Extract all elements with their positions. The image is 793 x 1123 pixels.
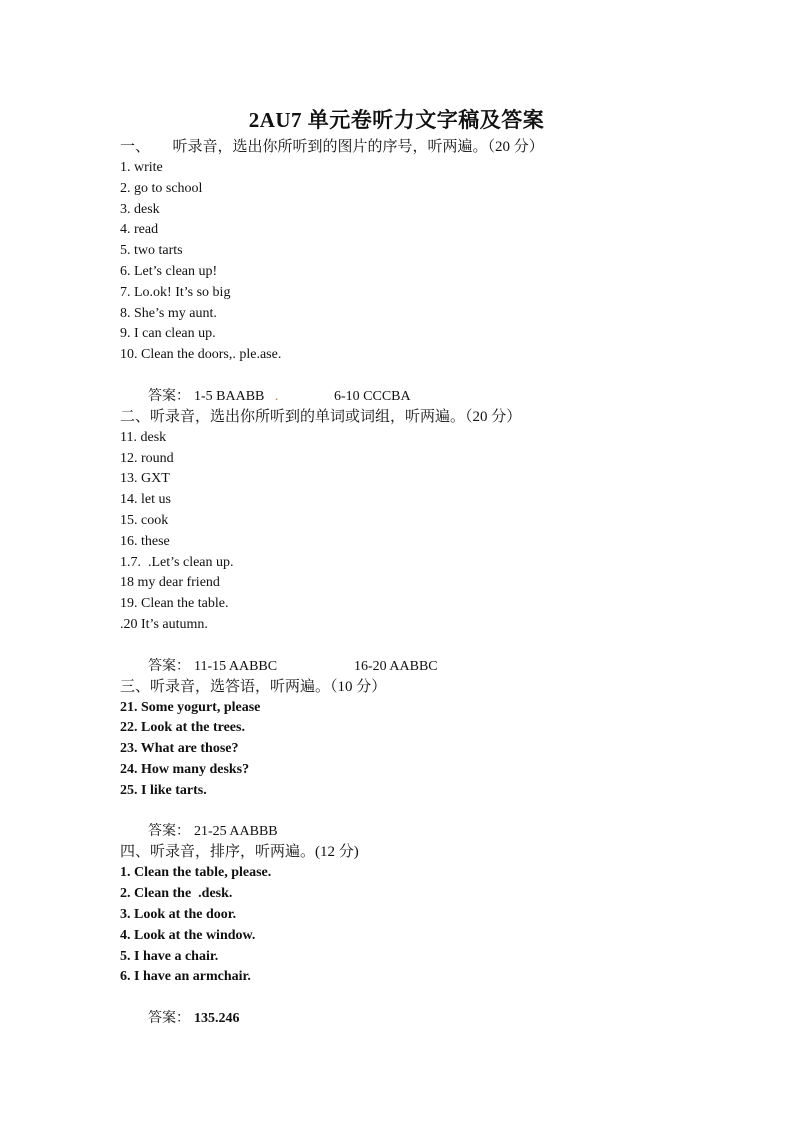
list-item: 8. She’s my aunt. [120,305,217,321]
list-item: 24. How many desks? [120,761,250,777]
answer-label: 答案： [148,824,190,840]
list-item: 10. Clean the doors,. ple.ase. [120,347,282,363]
section-1 [120,136,740,404]
answer-part-2: 16-20 AABBC [354,658,438,674]
list-item: 21. Some yogurt, please [120,699,261,715]
section-4-answer [120,988,740,1026]
section-2-answer [120,636,740,674]
list-item: 19. Clean the table. [120,596,229,612]
answer-label: 答案： [148,1010,190,1026]
answer-label: 答案： [148,388,190,404]
list-item: 22. Look at the trees. [120,720,245,736]
list-item: 12. round [120,450,174,466]
list-item: .20 It’s autumn. [120,616,208,632]
list-item: 4. Look at the window. [120,927,256,943]
list-item: 1.7. .Let’s clean up. [120,554,234,570]
list-item: 9. I can clean up. [120,326,216,342]
section-4-heading: 四、听录音，排序，听两遍。(12 分) [120,844,359,861]
section-1-heading: 一、 听录音，选出你所听到的图片的序号，听两遍。（20 分） [120,139,544,155]
answer-part-1: 21-25 AABBB [194,824,278,840]
section-4 [120,841,740,1026]
list-item: 13. GXT [120,471,170,487]
answer-dot: . [274,388,279,404]
list-item: 25. I like tarts. [120,782,207,798]
list-item: 15. cook [120,512,169,528]
document-title: 2AU7 单元卷听力文字稿及答案 [248,108,545,132]
answer-part-1 [194,387,334,408]
list-item: 6. Let’s clean up! [120,263,218,279]
list-item: 6. I have an armchair. [120,969,251,985]
section-2 [120,406,740,674]
list-item: 2. Clean the .desk. [120,886,233,902]
list-item: 7. Lo.ok! It’s so big [120,284,231,300]
list-item: 2. go to school [120,180,203,196]
section-3-heading: 三、听录音，选答语，听两遍。（10 分） [120,678,387,695]
document-body [120,136,740,1026]
list-item: 5. two tarts [120,243,183,259]
list-item: 3. desk [120,201,160,217]
list-item: 16. these [120,533,170,549]
list-item: 4. read [120,222,159,238]
answer-part-2: 6-10 CCCBA [334,388,411,404]
list-item: 5. I have a chair. [120,948,219,964]
section-3 [120,676,740,840]
answer-value: 1-5 BAABB [194,388,265,404]
list-item: 18 my dear friend [120,575,220,591]
list-item: 11. desk [120,429,167,445]
section-1-answer [120,366,740,404]
list-item: 23. What are those? [120,741,239,757]
answer-label: 答案： [148,658,190,674]
list-item: 3. Look at the door. [120,906,237,922]
list-item: 1. Clean the table, please. [120,865,272,881]
section-2-heading: 二、听录音，选出你所听到的单词或词组，听两遍。（20 分） [120,408,522,425]
list-item: 14. let us [120,492,171,508]
section-3-answer [120,802,740,840]
answer-part-1: 11-15 AABBC [194,658,278,674]
answer-part-1: 135.246 [194,1010,240,1026]
list-item: 1. write [120,160,163,175]
